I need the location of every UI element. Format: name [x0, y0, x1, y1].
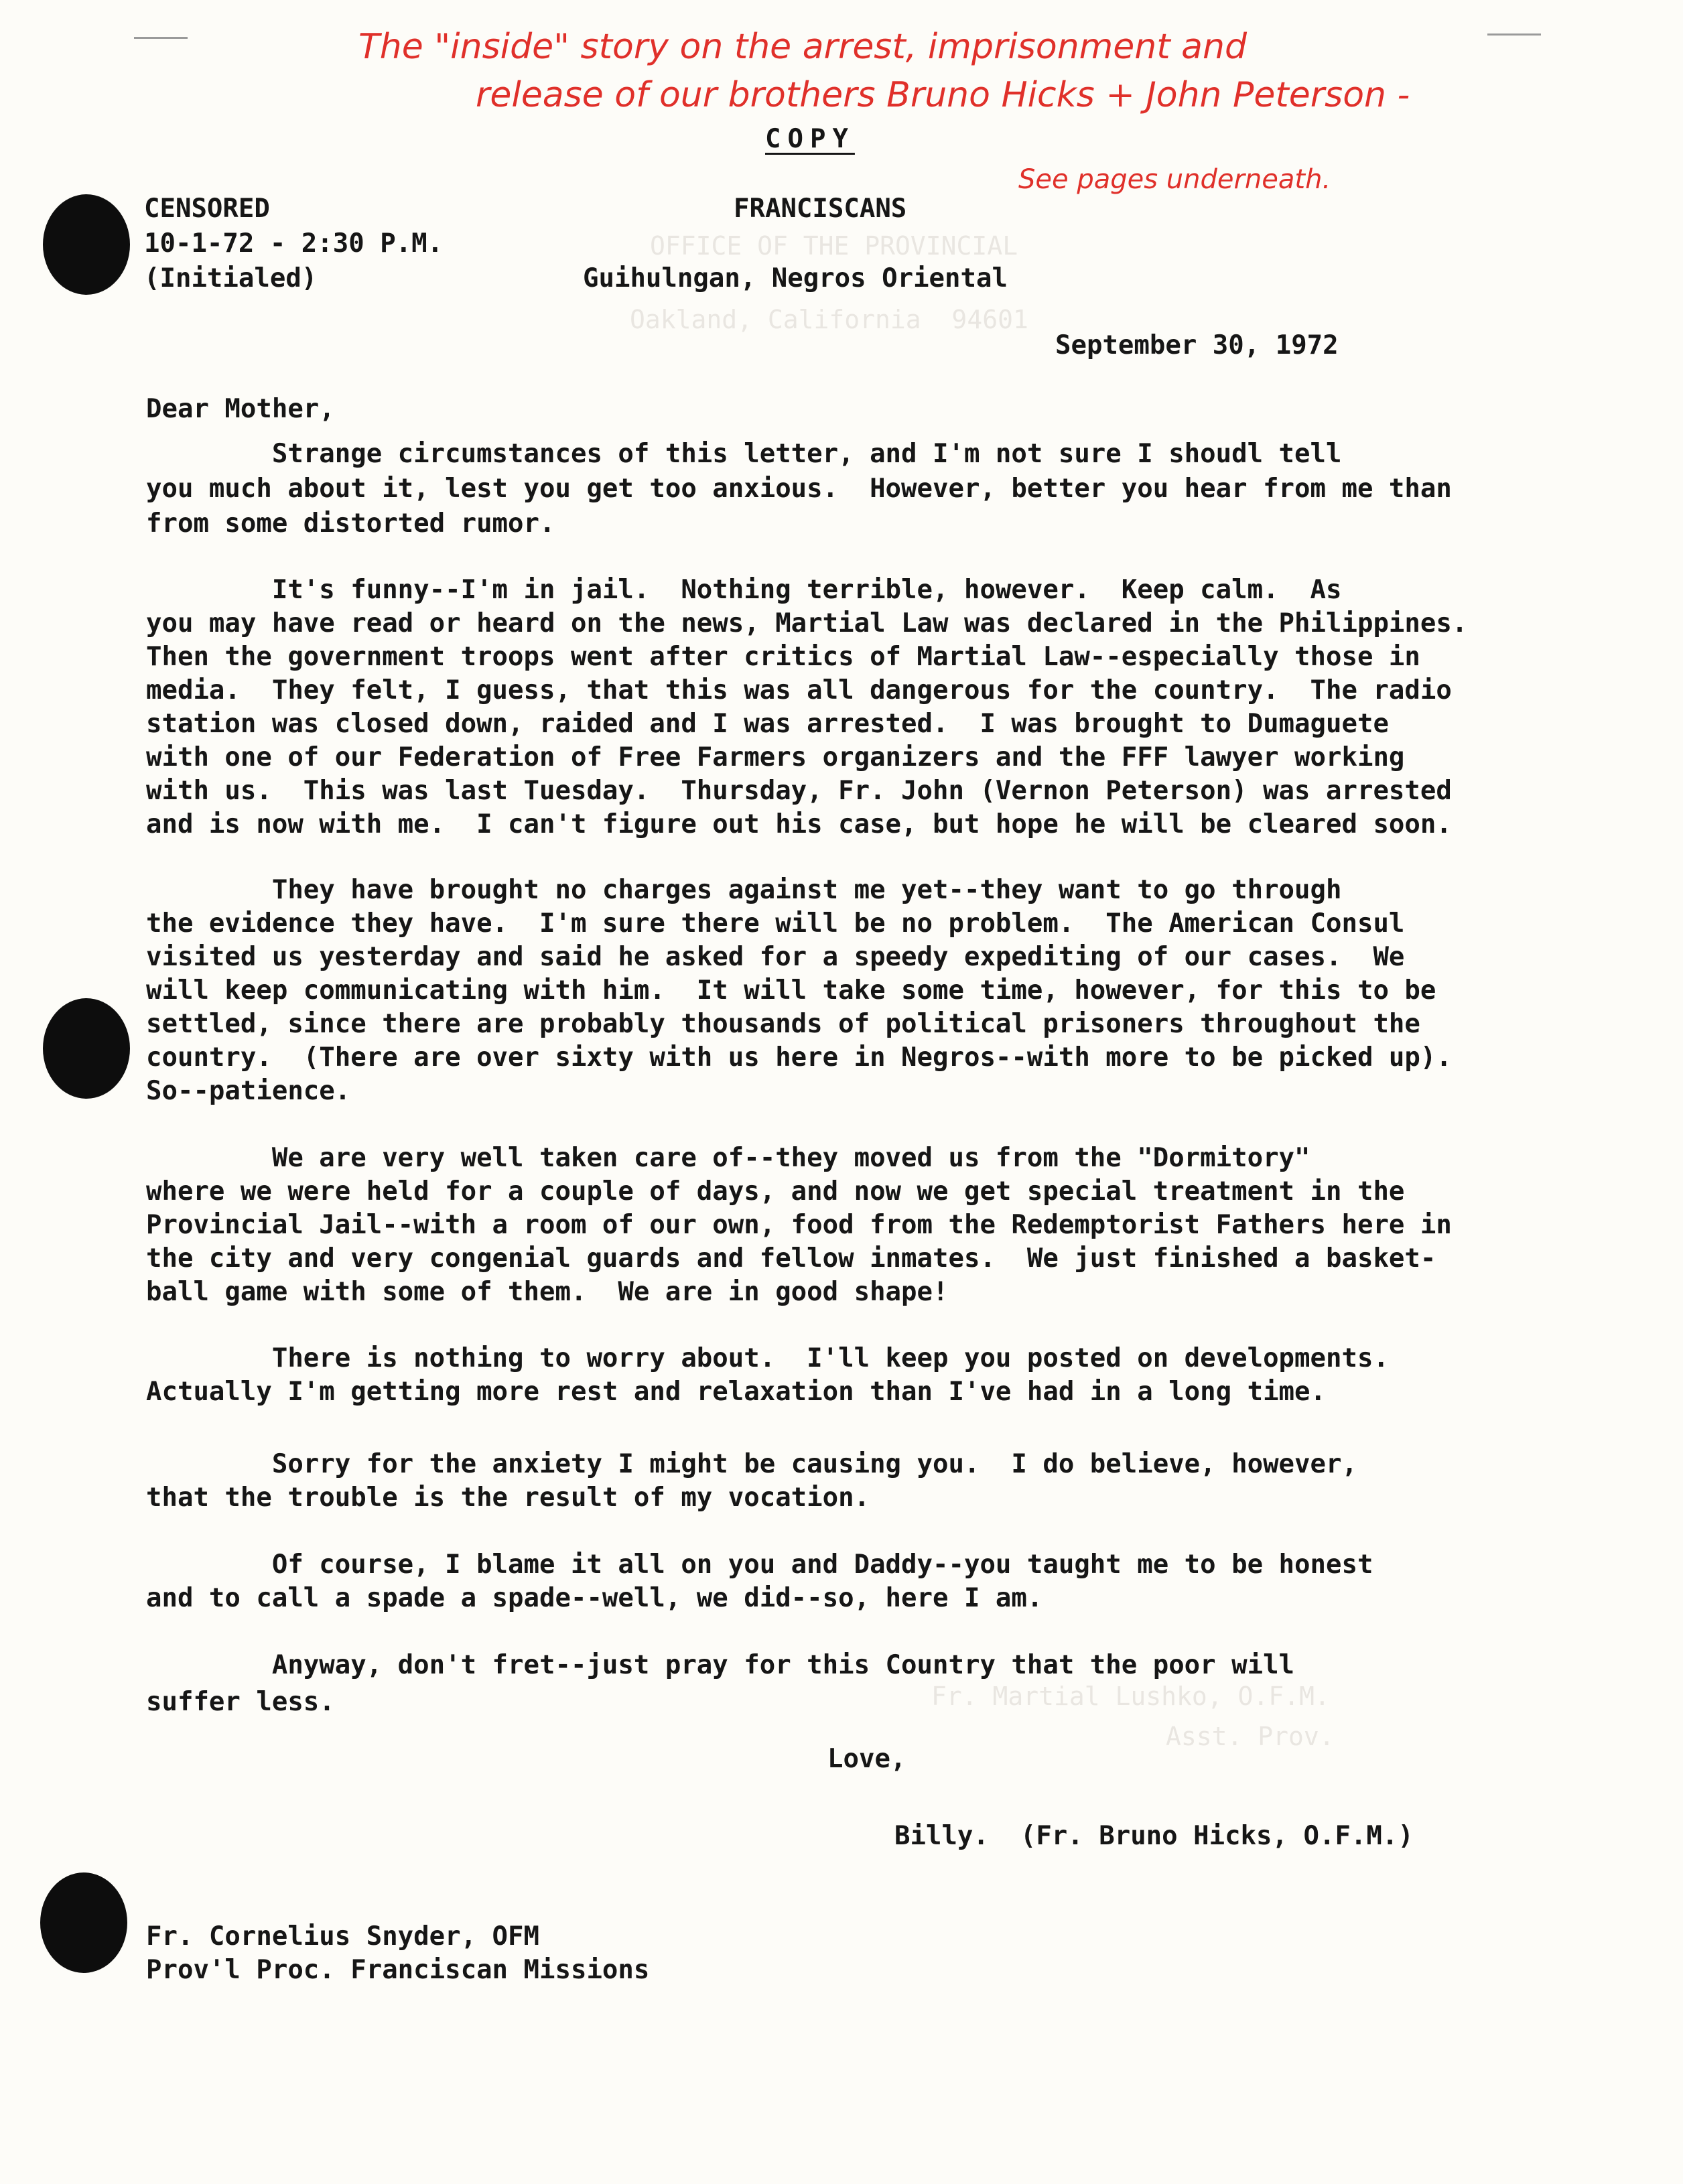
body-line: ball game with some of them. We are in good shape!	[146, 1277, 949, 1307]
handwritten-annotation-see-pages: See pages underneath.	[1018, 164, 1331, 195]
body-line: Then the government troops went after critics of Martial Law--especially those in	[146, 642, 1420, 672]
body-line: will keep communicating with him. It will take some time, however, for this to be	[146, 975, 1436, 1006]
show-through-line: Oakland, California 94601	[630, 305, 1028, 334]
body-line: and is now with me. I can't figure out his case, but hope he will be cleared soon.	[146, 809, 1452, 839]
handwritten-annotation-line-2: release of our brothers Bruno Hicks + John Peterson -	[476, 75, 1410, 115]
recipient-name: Fr. Cornelius Snyder, OFM	[146, 1921, 539, 1952]
copy-label: COPY	[765, 124, 855, 154]
body-line: They have brought no charges against me yet--they want to go through	[146, 875, 1342, 905]
signature-line: Billy. (Fr. Bruno Hicks, O.F.M.)	[894, 1821, 1414, 1851]
body-line: Anyway, don't fret--just pray for this Country that the poor will	[146, 1650, 1295, 1680]
handwritten-annotation-line-1: The "inside" story on the arrest, imprisonment and	[358, 27, 1247, 67]
body-line: There is nothing to worry about. I'll keep you posted on developments.	[146, 1343, 1389, 1373]
body-line: you may have read or heard on the news, Martial Law was declared in the Philippines.	[146, 608, 1468, 638]
body-line: Of course, I blame it all on you and Daddy--you taught me to be honest	[146, 1550, 1373, 1580]
initialed-note: (Initialed)	[144, 263, 318, 293]
body-line: Strange circumstances of this letter, and I'm not sure I shoudl tell	[146, 439, 1342, 469]
body-line: with one of our Federation of Free Farmers organizers and the FFF lawyer working	[146, 742, 1405, 772]
body-line: country. (There are over sixty with us here in Negros--with more to be picked up).	[146, 1042, 1452, 1073]
body-line: Provincial Jail--with a room of our own, food from the Redemptorist Fathers here in	[146, 1210, 1452, 1240]
punch-hole	[43, 194, 130, 295]
show-through-line: OFFICE OF THE PROVINCIAL	[650, 231, 1018, 261]
body-line: with us. This was last Tuesday. Thursday, Fr. John (Vernon Peterson) was arrested	[146, 776, 1452, 806]
body-line: We are very well taken care of--they moved us from the "Dormitory"	[146, 1143, 1310, 1173]
closing-love: Love,	[827, 1744, 906, 1774]
body-line: suffer less.	[146, 1687, 335, 1717]
punch-hole	[43, 998, 130, 1099]
letter-date: September 30, 1972	[1055, 330, 1339, 360]
body-line: settled, since there are probably thousands of political prisoners throughout the	[146, 1009, 1420, 1039]
body-line: the evidence they have. I'm sure there will be no problem. The American Consul	[146, 908, 1405, 939]
body-line: visited us yesterday and said he asked for a speedy expediting of our cases. We	[146, 942, 1405, 972]
body-line: where we were held for a couple of days, and now we get special treatment in the	[146, 1176, 1405, 1207]
body-line: So--patience.	[146, 1076, 351, 1106]
corner-mark-left	[134, 37, 188, 39]
punch-hole	[40, 1872, 127, 1973]
body-line: Actually I'm getting more rest and relaxation than I've had in a long time.	[146, 1377, 1326, 1407]
body-line: It's funny--I'm in jail. Nothing terrible, however. Keep calm. As	[146, 575, 1342, 605]
show-through-line: Fr. Martial Lushko, O.F.M.	[931, 1682, 1330, 1711]
body-line: you much about it, lest you get too anxious. However, better you hear from me than	[146, 474, 1452, 504]
censored-stamp: CENSORED	[144, 194, 270, 224]
letterhead-org: FRANCISCANS	[734, 194, 907, 224]
salutation: Dear Mother,	[146, 394, 335, 424]
letterhead-location: Guihulngan, Negros Oriental	[583, 263, 1008, 293]
body-line: and to call a spade a spade--well, we did--so, here I am.	[146, 1583, 1043, 1613]
body-line: station was closed down, raided and I was arrested. I was brought to Dumaguete	[146, 709, 1389, 739]
body-line: Sorry for the anxiety I might be causing you. I do believe, however,	[146, 1449, 1357, 1479]
body-line: the city and very congenial guards and fellow inmates. We just finished a basket-	[146, 1243, 1436, 1274]
body-line: that the trouble is the result of my vocation.	[146, 1483, 870, 1513]
body-line: from some distorted rumor.	[146, 508, 555, 539]
show-through-line: Asst. Prov.	[1166, 1722, 1335, 1751]
recipient-title: Prov'l Proc. Franciscan Missions	[146, 1955, 650, 1985]
corner-mark-right	[1487, 33, 1541, 36]
body-line: media. They felt, I guess, that this was all dangerous for the country. The radio	[146, 675, 1452, 705]
censored-date: 10-1-72 - 2:30 P.M.	[144, 228, 444, 259]
